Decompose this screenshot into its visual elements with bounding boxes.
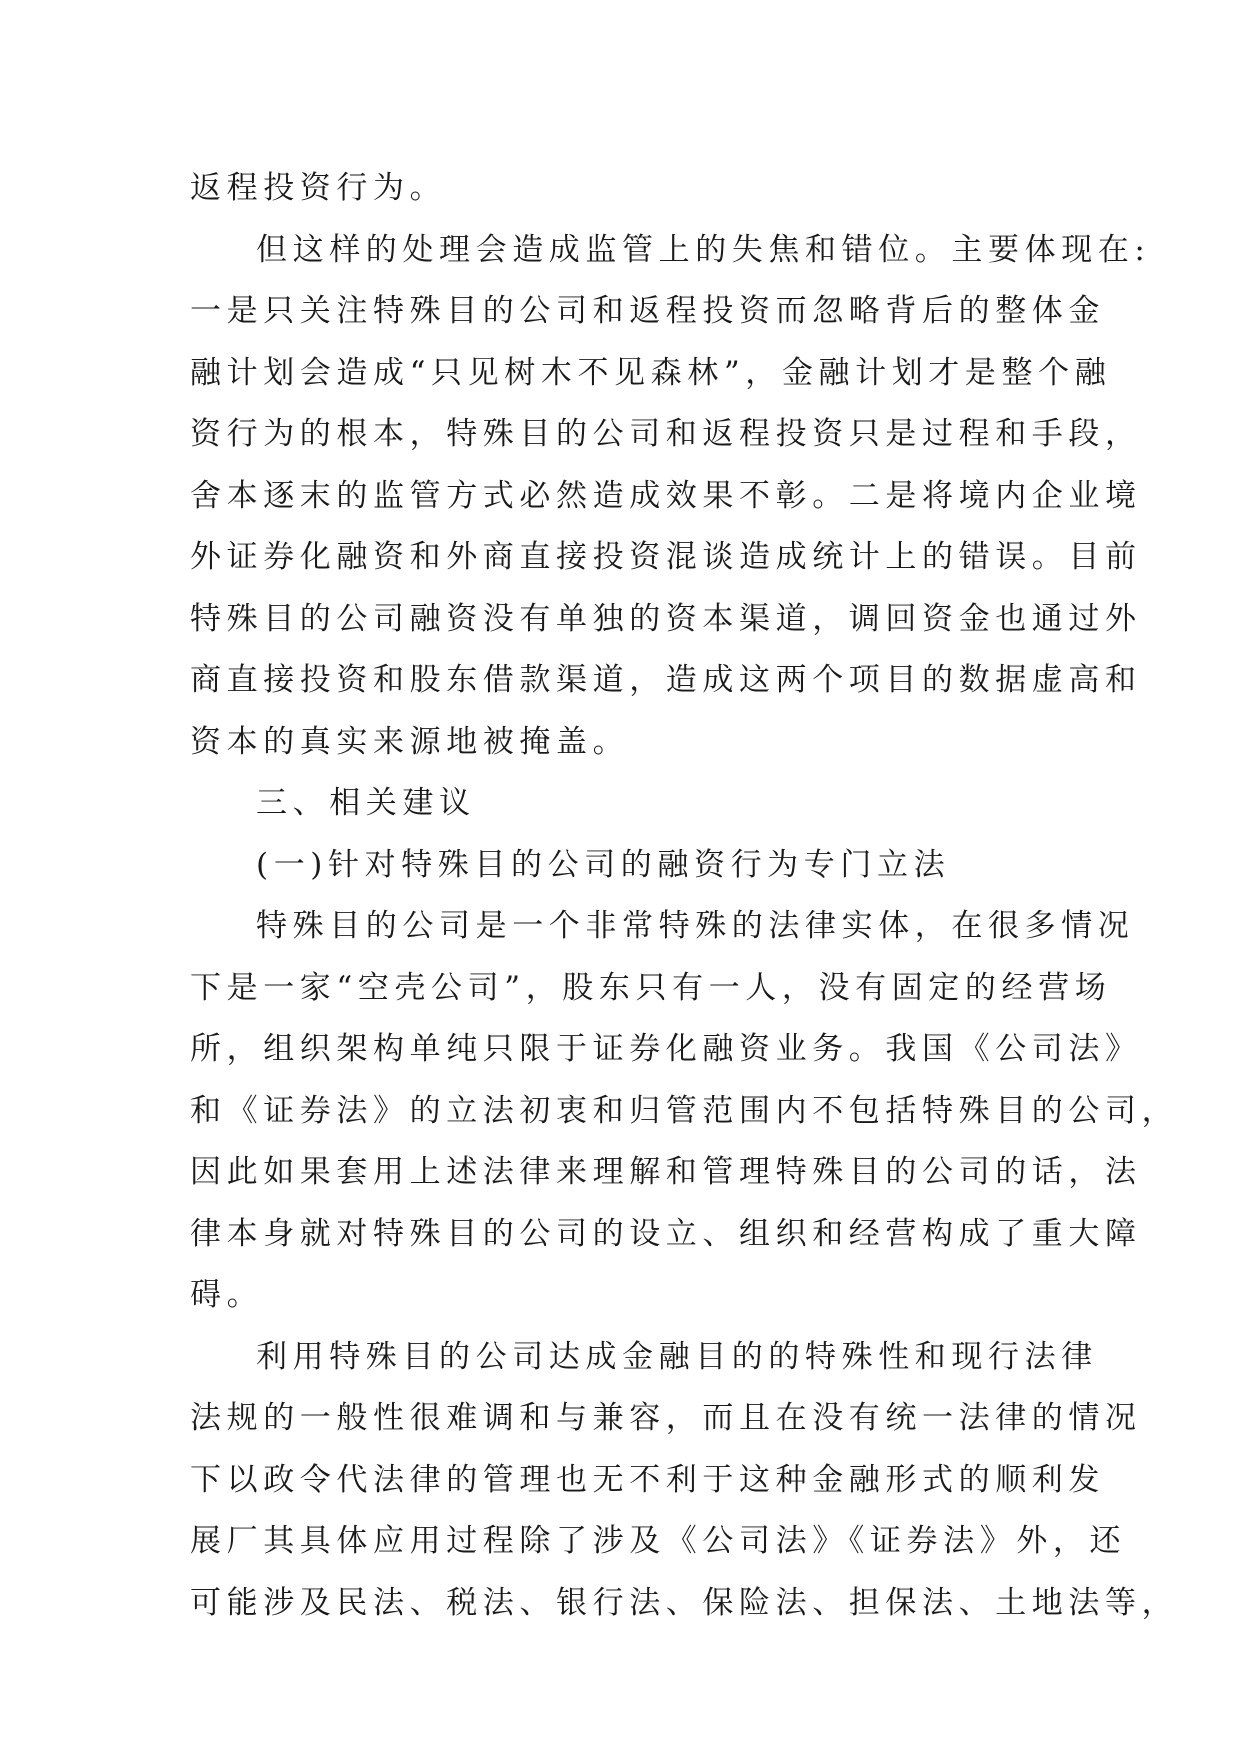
text-line: 下是一家“空壳公司”，股东只有一人，没有固定的经营场 <box>190 969 1112 1006</box>
text-line: 展厂其具体应用过程除了涉及《公司法》《证券法》外，还 <box>190 1523 1127 1559</box>
text-line: 法规的一般性很难调和与兼容，而且在没有统一法律的情况 <box>190 1400 1142 1436</box>
text-line: 但这样的处理会造成监管上的失焦和错位。主要体现在: <box>256 231 1151 268</box>
text-line: 三、相关建议 <box>256 785 476 821</box>
text-line: 特殊目的公司是一个非常特殊的法律实体，在很多情况 <box>256 908 1135 944</box>
text-line: 返程投资行为。 <box>190 170 447 206</box>
text-line: 和《证券法》的立法初衷和归管范围内不包括特殊目的公司， <box>190 1092 1179 1129</box>
text-line: 一是只关注特殊目的公司和返程投资而忽略背后的整体金 <box>190 293 1105 329</box>
text-line: 因此如果套用上述法律来理解和管理特殊目的公司的话，法 <box>190 1154 1142 1190</box>
text-line: 下以政令代法律的管理也无不利于这种金融形式的顺利发 <box>190 1461 1105 1498</box>
text-line: 特殊目的公司融资没有单独的资本渠道，调回资金也通过外 <box>190 600 1142 637</box>
text-line: 外证券化融资和外商直接投资混谈造成统计上的错误。目前 <box>190 539 1142 575</box>
text-line: 融计划会造成“只见树木不见森林”，金融计划才是整个融 <box>190 354 1112 391</box>
text-line: 可能涉及民法、税法、银行法、保险法、担保法、土地法等， <box>190 1584 1179 1621</box>
text-line: 碍。 <box>190 1277 264 1313</box>
text-line: 律本身就对特殊目的公司的设立、组织和经营构成了重大障 <box>190 1215 1142 1252</box>
document-body <box>190 158 1179 1634</box>
text-line: 舍本逐末的监管方式必然造成效果不彰。二是将境内企业境 <box>190 477 1142 514</box>
text-line: 资本的真实来源地被掩盖。 <box>190 723 630 760</box>
text-line: (一)针对特殊目的公司的融资行为专门立法 <box>256 846 951 883</box>
text-line: 利用特殊目的公司达成金融目的的特殊性和现行法律 <box>256 1338 1098 1375</box>
text-line: 资行为的根本，特殊目的公司和返程投资只是过程和手段， <box>190 416 1142 452</box>
text-line: 商直接投资和股东借款渠道，造成这两个项目的数据虚高和 <box>190 662 1142 698</box>
text-line: 所，组织架构单纯只限于证券化融资业务。我国《公司法》 <box>190 1031 1142 1067</box>
